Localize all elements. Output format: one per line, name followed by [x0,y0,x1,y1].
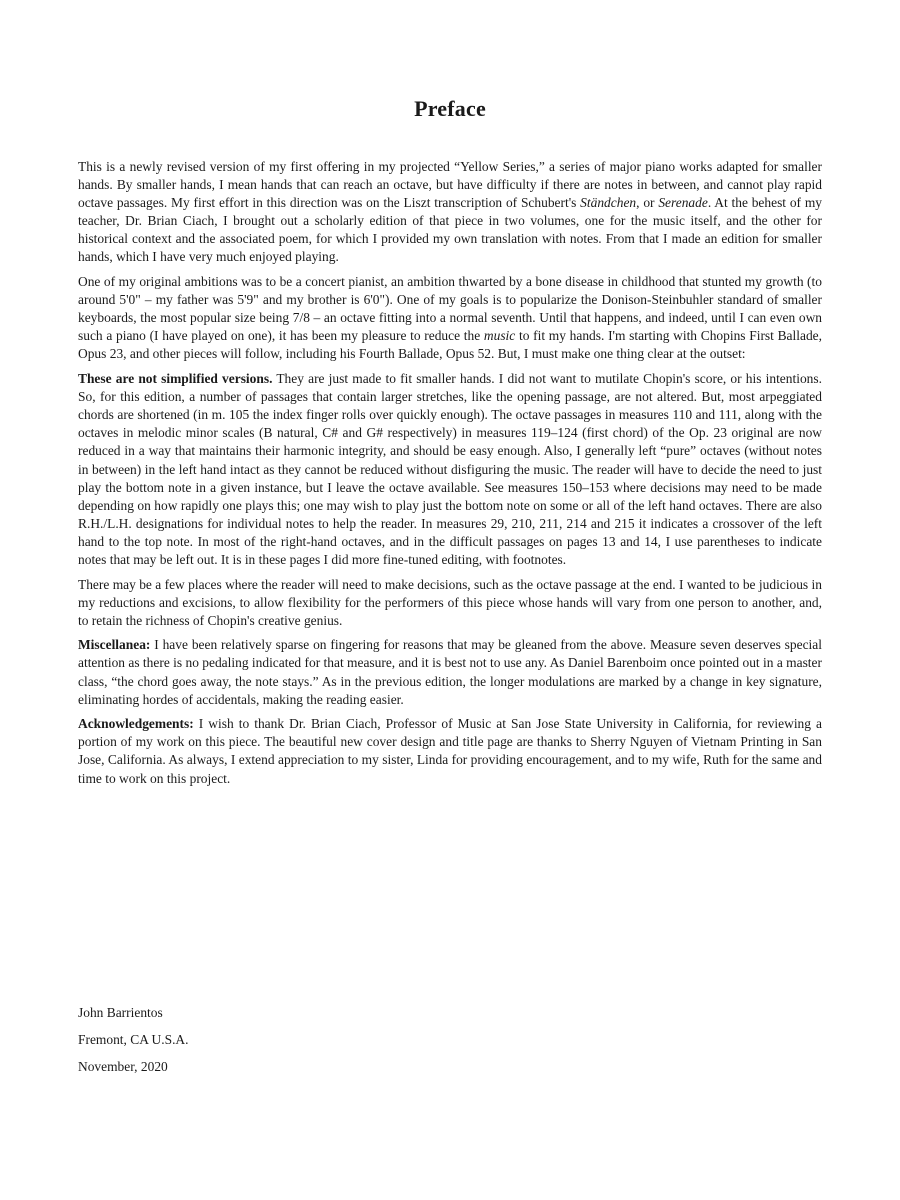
preface-date: November, 2020 [78,1059,168,1074]
bold-lead: Acknowledgements: [78,716,194,732]
author-name: John Barrientos [78,1005,163,1020]
text-run: , or [636,195,659,211]
text-run: to fit my hands. I'm starting with Chopins First Ballade, Opus 23, and other pieces will follow, including his Fourth Ballade, Opus 52. But, I must make one thing clear at the outset: [78,328,822,362]
italic-text: Serenade [658,195,708,211]
paragraph-miscellanea [78,636,822,708]
text-run: There may be a few places where the reader will need to make decisions, such as the octave passage at the end. I wanted to be judicious in my reductions and excisions, to allow flexibility for the performers of this piece whose hands will vary from one person to another, and, to retain the richness of Chopin's creative genius. [78,576,822,628]
paragraph-ambitions [78,273,822,363]
signature-block [78,1004,189,1085]
paragraph-not-simplified [78,370,822,569]
text-run: . At the behest of my teacher, Dr. Brian Ciach, I brought out a scholarly edition of that piece in two volumes, one for the music itself, and the other for historical context and the associated poem, for which I provided my own translation with notes. From that I made an edition for smaller hands, which I have very much enjoyed playing. [78,195,823,265]
author-location: Fremont, CA U.S.A. [78,1032,189,1047]
paragraph-intro [78,158,822,267]
italic-text: Ständchen [580,195,637,211]
bold-lead: Miscellanea: [78,637,151,653]
text-run: This is a newly revised version of my first offering in my projected “Yellow Series,” a series of major piano works adapted for smaller hands. By smaller hands, I mean hands that can reach an octave, but have difficulty if there are notes in between, and cannot play rapid octave passages. My first effort in this direction was on the Liszt transcription of Schubert's [78,159,822,211]
paragraph-acknowledgements [78,715,822,787]
bold-lead: These are not simplified versions. [78,371,273,387]
preface-body [78,158,822,794]
text-run: They are just made to fit smaller hands. I did not want to mutilate Chopin's score, or his intentions. So, for this edition, a number of passages that contain larger stretches, like the opening passage, are not altered. But, most arpeggiated chords are shortened (in m. 105 the index finger rolls over quickly enough). The octave passages in measures 110 and 111, along with the octaves in melodic minor scales (B natural, C# and G# respectively) in measures 119–124 (first chord) of the Op. 23 original are now reduced in a way that maintains their harmonic integrity, and should be easy enough. Also, I generally left “pure” octaves (without notes in between) in the left hand intact as they cannot be reduced without disfiguring the music. The reader will have to decide the need to just play the bottom note in a given instance, but I leave the octave available. See measures 150–153 where decisions may need to be made depending on how rapidly one plays this; one may wish to play just the bottom note on some or all of the left hand octaves. There are also R.H./L.H. designations for individual notes to help the reader. In measures 29, 210, 211, 214 and 215 it indicates a crossover of the left hand to the top note. In most of the right-hand octaves, and in the difficult passages on pages 13 and 14, I use parentheses to indicate notes that may be left out. It is in these pages I did more fine-tuned editing, with footnotes. [78,371,822,567]
text-run: I wish to thank Dr. Brian Ciach, Professor of Music at San Jose State University in California, for reviewing a portion of my work on this piece. The beautiful new cover design and title page are thanks to Sherry Nguyen of Vietnam Printing in San Jose, California. As always, I extend appreciation to my sister, Linda for providing encouragement, and to my wife, Ruth for the same and time to work on this project. [78,716,822,786]
italic-text: music [483,328,516,344]
text-run: I have been relatively sparse on fingering for reasons that may be gleaned from the above. Measure seven deserves special attention as there is no pedaling indicated for that measure, and it is best not to use any. As Daniel Barenboim once pointed out in a master class, “the chord goes away, the note stays.” As in the previous edition, the longer modulations are marked by a change in key signature, eliminating hordes of accidentals, making the reading easier. [78,637,822,707]
page-title: Preface [414,96,486,121]
text-run: One of my original ambitions was to be a concert pianist, an ambition thwarted by a bone disease in childhood that stunted my growth (to around 5'0" – my father was 5'9" and my brother is 6'0"). One of my goals is to popularize the Donison-Steinbuhler standard of smaller keyboards, the most popular size being 7/8 – an octave fitting into a normal seventh. Until that happens, and indeed, until I can even own such a piano (I have played on one), it has been my pleasure to reduce the [78,274,822,344]
paragraph-decisions [78,576,822,630]
